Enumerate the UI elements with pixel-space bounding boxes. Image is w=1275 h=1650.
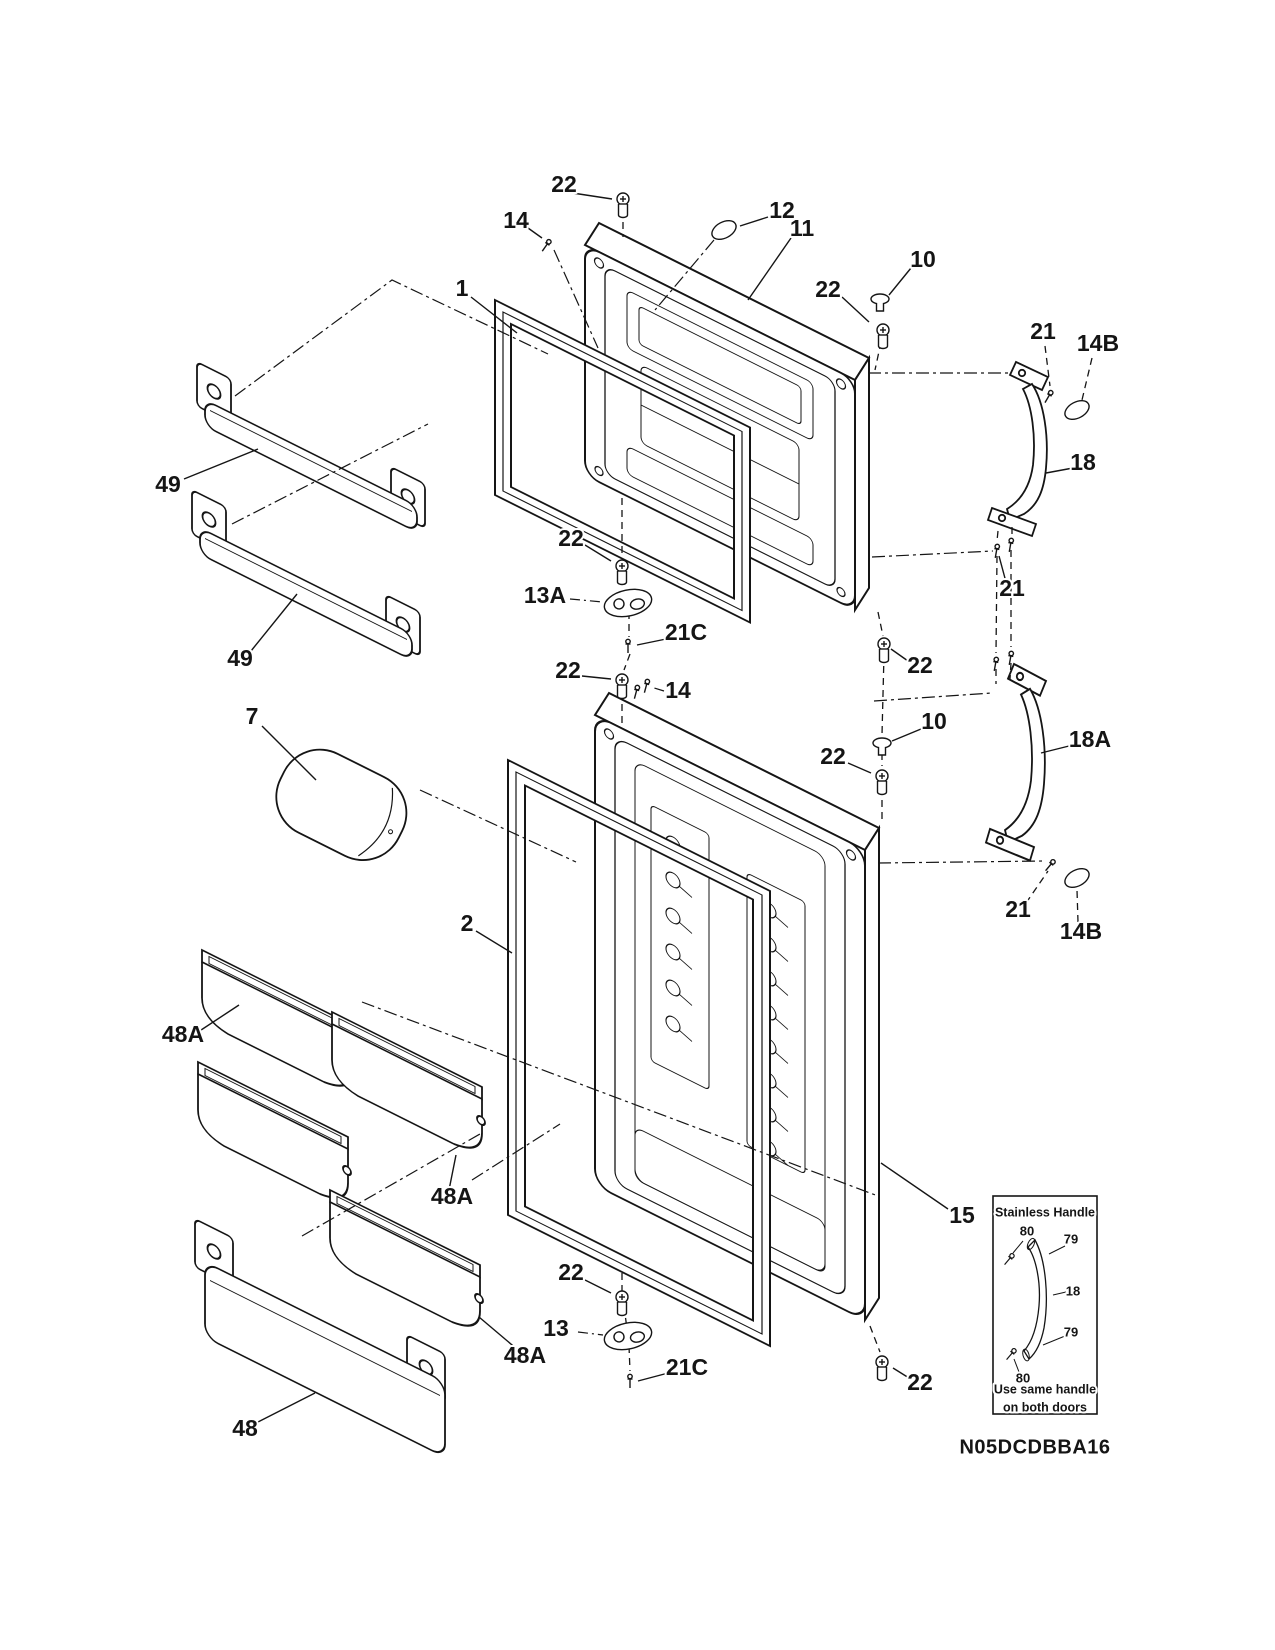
hinge-cam-13a [602,585,654,620]
part-callout-18: 18 [1070,449,1096,476]
part-callout-14B: 14B [1059,918,1103,945]
part-callout-22: 22 [555,657,581,684]
hole-plug-14b [1062,865,1092,891]
part-callout-22: 22 [558,1259,584,1286]
part-callout-14B: 14B [1076,330,1120,357]
freezer-door-side-face [855,358,869,610]
door-bin-3 [332,1012,485,1159]
set-screw-14 [642,679,650,694]
part-callout-22: 22 [907,652,933,679]
shoulder-screw-22 [878,638,890,663]
hole-plug-14b [1062,397,1092,423]
set-screw-14 [540,239,552,253]
part-callout-48A: 48A [503,1342,547,1369]
part-callout-13: 13 [543,1315,569,1342]
shoulder-screw-22 [876,1356,888,1381]
part-callout-22: 22 [551,171,577,198]
part-callout-49: 49 [227,645,253,672]
part-callout-15: 15 [949,1202,975,1229]
door-handle-18 [988,362,1048,536]
door-bin-4 [330,1190,483,1337]
part-callout-48: 48 [232,1415,258,1442]
handle-screw-21 [1044,859,1057,873]
part-callout-10: 10 [910,246,936,273]
part-callout-49: 49 [155,471,181,498]
part-callout-22: 22 [820,743,846,770]
shoulder-screw-22 [876,770,888,795]
part-callout-13A: 13A [523,582,567,609]
door-shelf-retainer-49a [197,362,425,536]
hinge-cam-13 [602,1318,654,1353]
part-callout-2: 2 [460,910,474,937]
shoulder-screw-22 [877,324,889,349]
part-callout-10: 10 [921,708,947,735]
part-callout-14: 14 [503,207,529,234]
inset-note-line2: on both doors [1002,1400,1088,1415]
dairy-compartment-door-7 [263,736,420,874]
shoulder-screw-22 [617,193,629,218]
set-screw-21c [626,639,631,653]
part-callout-21: 21 [1005,896,1031,923]
part-callout-22: 22 [558,525,584,552]
screw-cap-10 [873,738,891,755]
part-callout-80: 80 [1019,1223,1035,1239]
document-number: N05DCDBBA16 [959,1436,1111,1459]
part-callout-21: 21 [1030,318,1056,345]
shoulder-screw-22 [616,674,628,699]
part-callout-22: 22 [815,276,841,303]
part-callout-79: 79 [1063,1231,1079,1247]
part-callout-7: 7 [245,703,259,730]
inset-title: Stainless Handle [994,1205,1096,1220]
screw-cap-10 [871,294,889,311]
part-callout-11: 11 [789,215,815,242]
set-screw-21c [628,1374,633,1388]
handle-screw-21 [1043,390,1054,404]
part-callout-14: 14 [665,677,691,704]
part-callout-21: 21 [999,575,1025,602]
part-callout-22: 22 [907,1369,933,1396]
part-callout-79: 79 [1063,1324,1079,1340]
part-callout-48A: 48A [430,1183,474,1210]
shoulder-screw-22 [616,1291,628,1316]
part-callout-1: 1 [455,275,469,302]
part-callout-21C: 21C [665,1354,709,1381]
part-callout-80: 80 [1015,1370,1031,1386]
part-callout-12: 12 [769,197,795,224]
inset-note-line1: Use same handle [993,1382,1097,1397]
shoulder-screw-22 [616,560,628,585]
refrigerator-door-panel [595,693,879,1320]
part-callout-18: 18 [1065,1283,1081,1299]
refrigerator-door-side-face [865,828,879,1320]
hole-plug-12 [709,217,739,243]
part-callout-48A: 48A [161,1021,205,1048]
part-callout-21C: 21C [664,619,708,646]
set-screw-14 [632,685,640,700]
part-callout-18A: 18A [1068,726,1112,753]
door-handle-18a [986,664,1046,861]
stainless-handle-inset [993,1196,1097,1414]
